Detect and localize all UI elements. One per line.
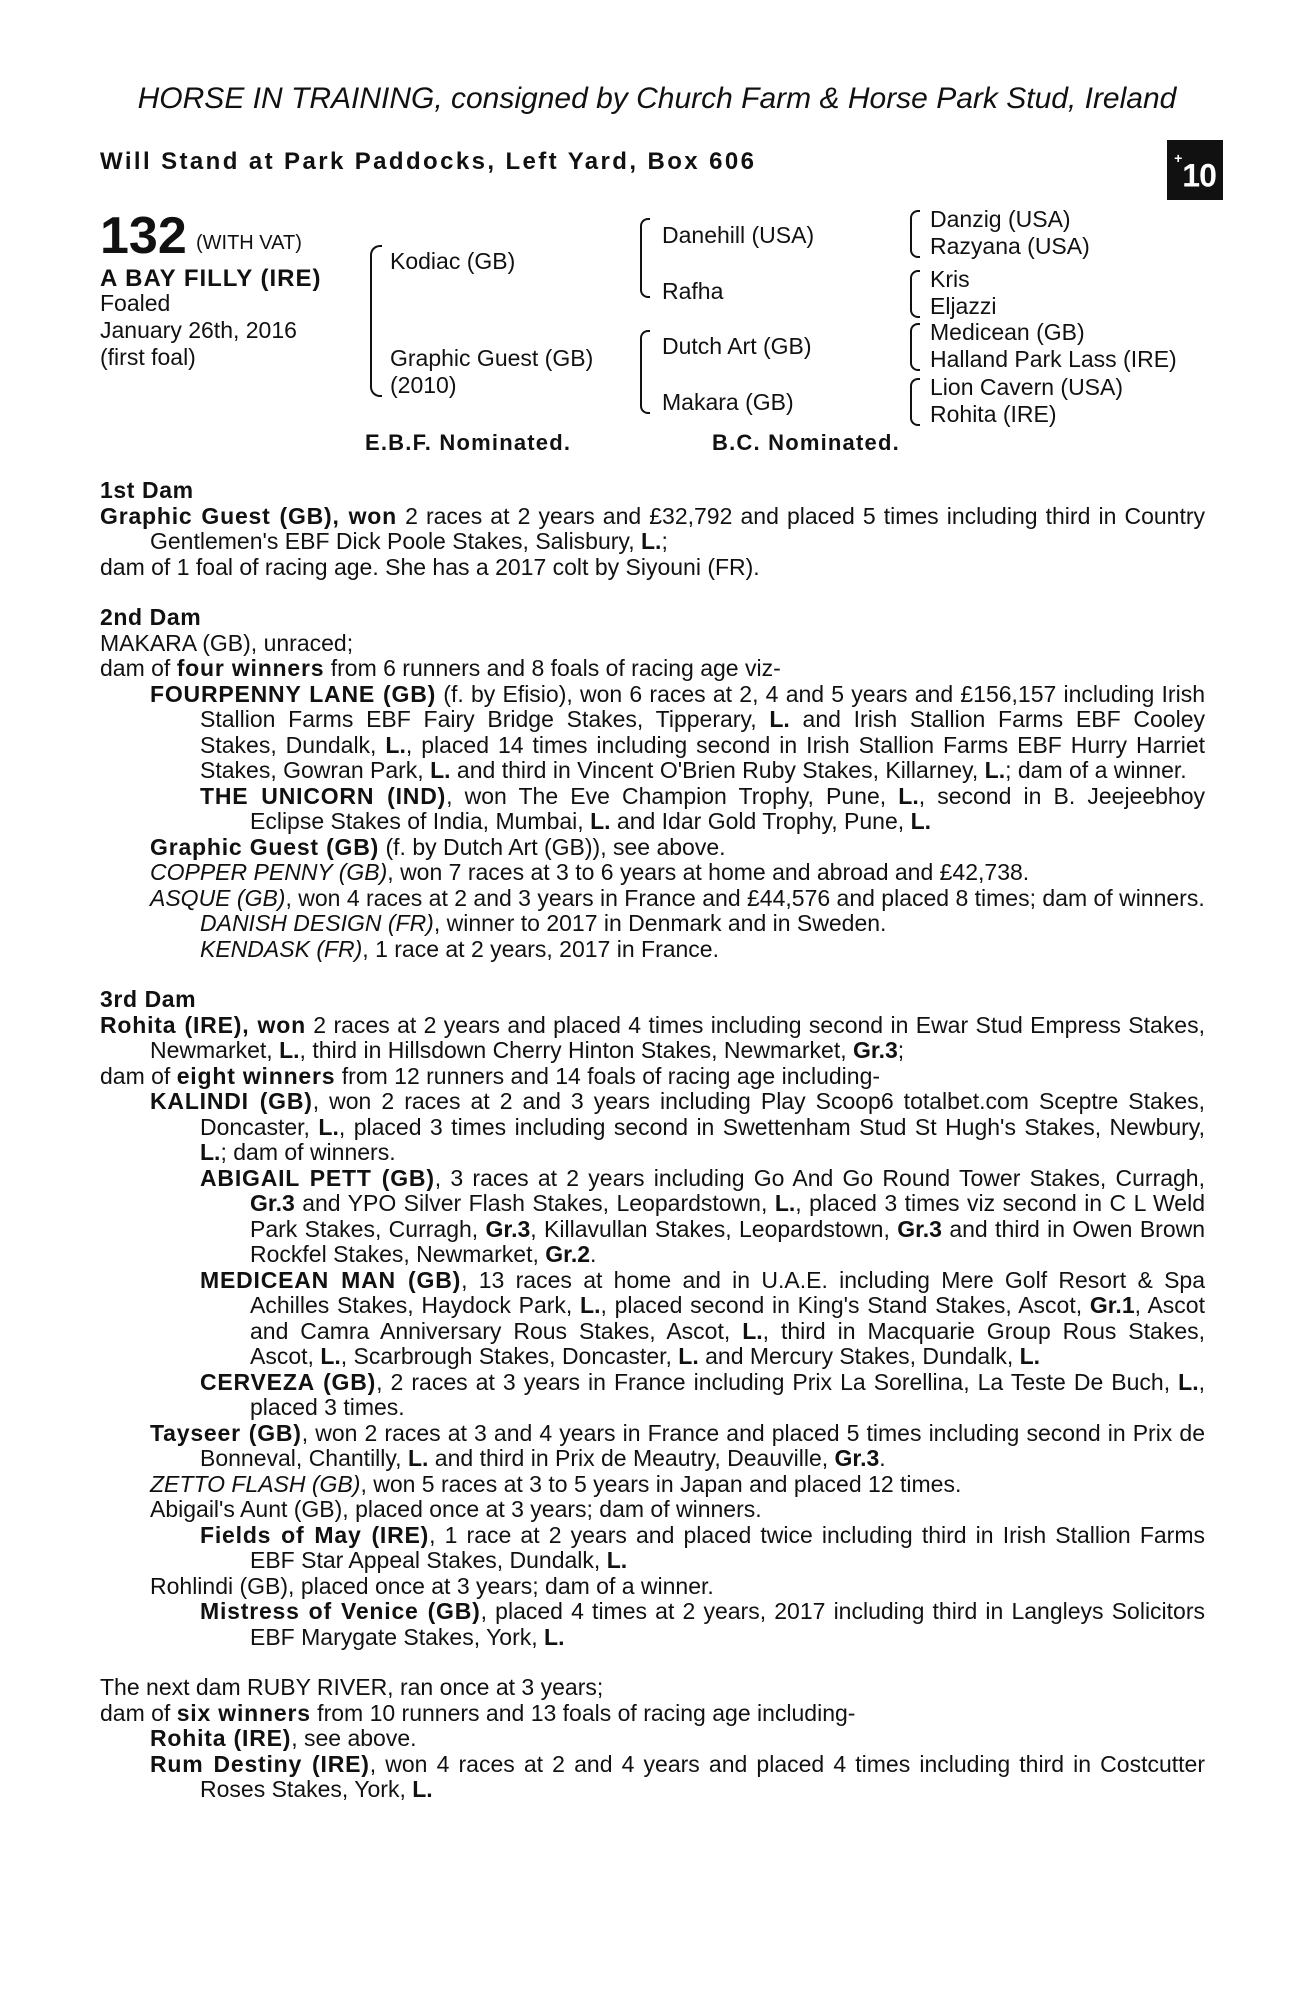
- horse-name: KALINDI (GB): [150, 1088, 313, 1114]
- text: ; dam of a winner.: [1005, 757, 1187, 783]
- text: 2 races at 2 years and £32,792 and placed 5 times including third in Country Gentlemen's EBF Dick Poole Stakes, Salisbury,: [150, 502, 1205, 554]
- progeny-entry: [100, 911, 1205, 937]
- listed-mark: L.: [774, 1190, 796, 1216]
- third-dam-heading: 3rd Dam: [100, 986, 197, 1012]
- text: , won 5 races at 3 to 5 years in Japan and placed 12 times.: [360, 1470, 962, 1497]
- listed-mark: L.: [544, 1623, 565, 1650]
- group-mark: Gr.3: [485, 1215, 531, 1242]
- horse-name: ZETTO FLASH (GB): [150, 1470, 361, 1497]
- text: , won The Eve Champion Trophy, Pune,: [446, 782, 899, 809]
- text: ;: [897, 1037, 905, 1063]
- text: and YPO Silver Flash Stakes, Leopardstown,: [294, 1190, 775, 1216]
- stand-location: Will Stand at Park Paddocks, Left Yard, Box 606: [100, 148, 757, 175]
- listed-mark: L.: [318, 1113, 339, 1140]
- horse-name: MEDICEAN MAN (GB): [200, 1266, 462, 1293]
- listed-mark: L.: [1178, 1368, 1199, 1395]
- text: , won 7 races at 3 to 6 years at home and abroad and £42,738.: [387, 859, 1030, 885]
- second-dam-line2: [100, 656, 1205, 682]
- pedigree-sire: Kodiac (GB): [390, 248, 516, 274]
- badge-number: 10: [1182, 157, 1216, 194]
- won-label: , won: [242, 1011, 306, 1038]
- third-dam-line2: [100, 1064, 1205, 1090]
- text: , third in Hillsdown Cherry Hinton Stakes, Newmarket,: [299, 1037, 854, 1063]
- listed-mark: L.: [606, 1547, 628, 1573]
- listed-mark: L.: [580, 1292, 601, 1318]
- text: .: [590, 1241, 597, 1267]
- pedigree-g3: Lion Cavern (USA): [930, 374, 1124, 400]
- pedigree-brace-g3: [910, 210, 920, 258]
- listed-mark: L.: [1019, 1343, 1041, 1369]
- pedigree-brace-sire: [640, 218, 650, 298]
- foaled-line: (first foal): [100, 344, 196, 370]
- catalogue-header: HORSE IN TRAINING, consigned by Church Farm & Horse Park Stud, Ireland: [137, 82, 1177, 115]
- won-label: , won: [332, 502, 397, 529]
- text: , won 4 races at 2 and 4 years and placed 4 times including third in Costcutter Roses Stakes, York,: [200, 1750, 1205, 1802]
- group-mark: Gr.1: [1089, 1292, 1135, 1318]
- horse-name: COPPER PENNY (GB): [150, 859, 388, 885]
- dam-name: Graphic Guest (GB): [100, 502, 333, 529]
- listed-mark: L.: [430, 757, 451, 783]
- foaled-info: [100, 290, 297, 371]
- badge-plus: +: [1174, 150, 1182, 166]
- progeny-entry: [100, 937, 1205, 963]
- horse-name: Fields of May (IRE): [200, 1521, 430, 1548]
- pedigree-g3: Eljazzi: [930, 293, 997, 319]
- pedigree-brace-g3: [910, 378, 920, 426]
- horse-name: Rum Destiny (IRE): [150, 1750, 370, 1777]
- text: dam of: [100, 655, 177, 681]
- text: .: [879, 1445, 886, 1471]
- text: from 12 runners and 14 foals of racing age including-: [335, 1062, 881, 1089]
- text: , placed 4 times at 2 years, 2017 including third in Langleys Solicitors EBF Marygate Stakes, York,: [250, 1598, 1205, 1650]
- text: , 1 race at 2 years and placed twice including third in Irish Stallion Farms EBF Star Appeal Stakes, Dundalk,: [250, 1521, 1205, 1573]
- progeny-entry: [100, 886, 1205, 912]
- group-mark: Gr.3: [853, 1037, 898, 1063]
- horse-name: ABIGAIL PETT (GB): [200, 1164, 435, 1191]
- listed-mark: L.: [320, 1343, 341, 1369]
- listed-mark: L.: [412, 1776, 433, 1802]
- listed-mark: L.: [898, 782, 919, 809]
- text: , 13 races at home and in U.A.E. including Mere Golf Resort & Spa Achilles Stakes, Haydock Park,: [250, 1266, 1206, 1318]
- text: and Irish Stallion Farms EBF Cooley Stakes, Dundalk,: [200, 706, 1205, 758]
- text: from 10 runners and 13 foals of racing age including-: [310, 1699, 856, 1726]
- text: , third in Macquarie Group Rous Stakes, Ascot,: [250, 1317, 1205, 1369]
- progeny-entry: [100, 682, 1205, 784]
- pedigree-brace-main: [370, 245, 382, 397]
- text: (f. by Dutch Art (GB)), see above.: [379, 833, 726, 860]
- pedigree-g3: Danzig (USA): [930, 206, 1071, 232]
- foaled-line: January 26th, 2016: [100, 317, 297, 343]
- text: , 2 races at 3 years in France including Prix La Sorellina, La Teste De Buch,: [376, 1368, 1179, 1395]
- progeny-entry: [100, 835, 1205, 861]
- text: , Ascot and Camra Anniversary Rous Stakes, Ascot,: [250, 1292, 1205, 1344]
- progeny-entry: [100, 1421, 1205, 1472]
- pedigree-dam-year: (2010): [390, 372, 457, 398]
- text: , Killavullan Stakes, Leopardstown,: [530, 1215, 898, 1242]
- horse-name: DANISH DESIGN (FR): [200, 910, 434, 936]
- text: , won 2 races at 2 and 3 years including Play Scoop6 totalbet.com Sceptre Stakes, Doncaster,: [200, 1088, 1205, 1140]
- first-dam-line2: dam of 1 foal of racing age. She has a 2017 colt by Siyouni (FR).: [100, 553, 760, 580]
- text: , placed 14 times including second in Irish Stallion Farms EBF Hurry Harriet Stakes, Gowran Park,: [200, 731, 1206, 783]
- text: , 3 races at 2 years including Go And Go Round Tower Stakes, Curragh,: [434, 1164, 1205, 1191]
- bc-nominated: B.C. Nominated.: [712, 430, 900, 455]
- listed-mark: L.: [910, 808, 932, 834]
- first-dam-heading: 1st Dam: [100, 477, 194, 503]
- page-badge: [1167, 140, 1223, 200]
- text: and Mercury Stakes, Dundalk,: [698, 1343, 1020, 1369]
- text: (f. by Efisio), won 6 races at 2, 4 and 5 years and £156,157 including Irish Stallion Farms EBF Fairy Bridge Stakes, Tipperary,: [200, 680, 1205, 732]
- lot-number: 132: [100, 207, 187, 265]
- text: , placed 3 times including second in Swettenham Stud St Hugh's Stakes, Newbury,: [338, 1113, 1205, 1140]
- group-mark: Gr.3: [250, 1190, 295, 1216]
- text: dam of: [100, 1062, 177, 1089]
- progeny-entry: [100, 1726, 1205, 1752]
- pedigree-g3: Medicean (GB): [930, 319, 1085, 345]
- text: and Idar Gold Trophy, Pune,: [610, 808, 911, 834]
- text: , winner to 2017 in Denmark and in Sweden.: [433, 910, 887, 936]
- group-mark: Gr.2: [545, 1241, 591, 1267]
- pedigree-brace-dam: [640, 330, 650, 414]
- horse-name: Mistress of Venice (GB): [200, 1598, 481, 1624]
- text: , won 4 races at 2 and 3 years in France and £44,576 and placed 8 times; dam of winners.: [285, 884, 1205, 911]
- foaled-line: Foaled: [100, 290, 171, 316]
- listed-mark: L.: [279, 1037, 300, 1063]
- pedigree-g3: Kris: [930, 266, 970, 292]
- listed-mark: L.: [678, 1343, 699, 1369]
- listed-mark: L.: [407, 1445, 429, 1471]
- text: dam of: [100, 1699, 177, 1726]
- next-dam-line2: [100, 1701, 1205, 1727]
- progeny-entry: [100, 1370, 1205, 1421]
- listed-mark: L.: [641, 528, 662, 554]
- dam-name: Rohita (IRE): [100, 1011, 243, 1038]
- ebf-nominated: E.B.F. Nominated.: [365, 430, 572, 455]
- winners-count: eight winners: [176, 1062, 336, 1089]
- text: , see above.: [291, 1725, 417, 1751]
- horse-name: Graphic Guest (GB): [150, 833, 380, 860]
- listed-mark: L.: [769, 706, 790, 732]
- text: , placed second in King's Stand Stakes, Ascot,: [600, 1292, 1090, 1318]
- catalogue-body: [100, 478, 1205, 1803]
- group-mark: Gr.3: [834, 1445, 880, 1471]
- listed-mark: L.: [984, 757, 1006, 783]
- progeny-entry: [100, 1523, 1205, 1574]
- horse-name: Rohita (IRE): [150, 1725, 292, 1751]
- progeny-entry: Rohlindi (GB), placed once at 3 years; dam of a winner.: [150, 1572, 714, 1599]
- text: , Scarbrough Stakes, Doncaster,: [340, 1343, 679, 1369]
- next-dam-line1: The next dam RUBY RIVER, ran once at 3 years;: [100, 1674, 604, 1700]
- text: and third in Owen Brown Rockfel Stakes, Newmarket,: [250, 1215, 1206, 1267]
- progeny-entry: [100, 1089, 1205, 1166]
- text: , placed 3 times.: [250, 1368, 1205, 1420]
- pedigree-g3: Halland Park Lass (IRE): [930, 346, 1177, 372]
- progeny-entry: [100, 860, 1205, 886]
- progeny-entry: [100, 1268, 1205, 1370]
- progeny-entry: [100, 784, 1205, 835]
- listed-mark: L.: [742, 1317, 763, 1344]
- first-dam-para: [100, 504, 1205, 555]
- horse-name: FOURPENNY LANE (GB): [150, 680, 437, 707]
- text: , second in B. Jeejeebhoy Eclipse Stakes of India, Mumbai,: [250, 782, 1206, 834]
- horse-name: Tayseer (GB): [150, 1419, 302, 1446]
- second-dam-line1: MAKARA (GB), unraced;: [100, 629, 354, 656]
- pedigree-dam-sire: Dutch Art (GB): [662, 333, 812, 359]
- progeny-entry: [100, 1472, 1205, 1498]
- third-dam-para: [100, 1013, 1205, 1064]
- listed-mark: L.: [200, 1139, 221, 1165]
- horse-name: CERVEZA (GB): [200, 1368, 377, 1395]
- group-mark: Gr.3: [897, 1215, 942, 1242]
- pedigree-brace-g3: [910, 323, 920, 371]
- horse-name: KENDASK (FR): [200, 935, 363, 962]
- horse-name: ASQUE (GB): [150, 884, 286, 911]
- text: 2 races at 2 years and placed 4 times including second in Ewar Stud Empress Stakes, Newmarket,: [150, 1011, 1205, 1063]
- pedigree-dam: Graphic Guest (GB): [390, 345, 594, 371]
- text: , won 2 races at 3 and 4 years in France and placed 5 times including second in Prix de Bonneval, Chantilly,: [200, 1419, 1205, 1471]
- pedigree-dam-dam: Makara (GB): [662, 389, 794, 415]
- second-dam-heading: 2nd Dam: [100, 604, 202, 630]
- text: and third in Prix de Meautry, Deauville,: [428, 1445, 835, 1471]
- text: from 6 runners and 8 foals of racing age viz-: [324, 655, 781, 681]
- vat-label: (WITH VAT): [196, 232, 302, 254]
- winners-count: six winners: [176, 1699, 311, 1726]
- listed-mark: L.: [590, 808, 611, 834]
- text: ; dam of winners.: [220, 1139, 396, 1165]
- pedigree-sire-dam: Rafha: [662, 278, 724, 304]
- lot-title: A BAY FILLY (IRE): [100, 265, 322, 292]
- text: and third in Vincent O'Brien Ruby Stakes, Killarney,: [450, 757, 985, 783]
- pedigree-sire-sire: Danehill (USA): [662, 222, 815, 248]
- pedigree-brace-g3: [910, 270, 920, 318]
- progeny-entry: [100, 1166, 1205, 1268]
- listed-mark: L.: [385, 731, 406, 758]
- winners-count: four winners: [176, 655, 325, 681]
- progeny-entry: Abigail's Aunt (GB), placed once at 3 years; dam of winners.: [150, 1496, 762, 1522]
- text: , 1 race at 2 years, 2017 in France.: [362, 935, 719, 962]
- progeny-entry: [100, 1752, 1205, 1803]
- text: ;: [661, 528, 668, 554]
- text: , placed 3 times viz second in C L Weld Park Stakes, Curragh,: [250, 1190, 1205, 1242]
- pedigree-g3: Razyana (USA): [930, 233, 1090, 259]
- progeny-entry: [100, 1599, 1205, 1650]
- pedigree-g3: Rohita (IRE): [930, 401, 1057, 427]
- horse-name: THE UNICORN (IND): [200, 782, 447, 809]
